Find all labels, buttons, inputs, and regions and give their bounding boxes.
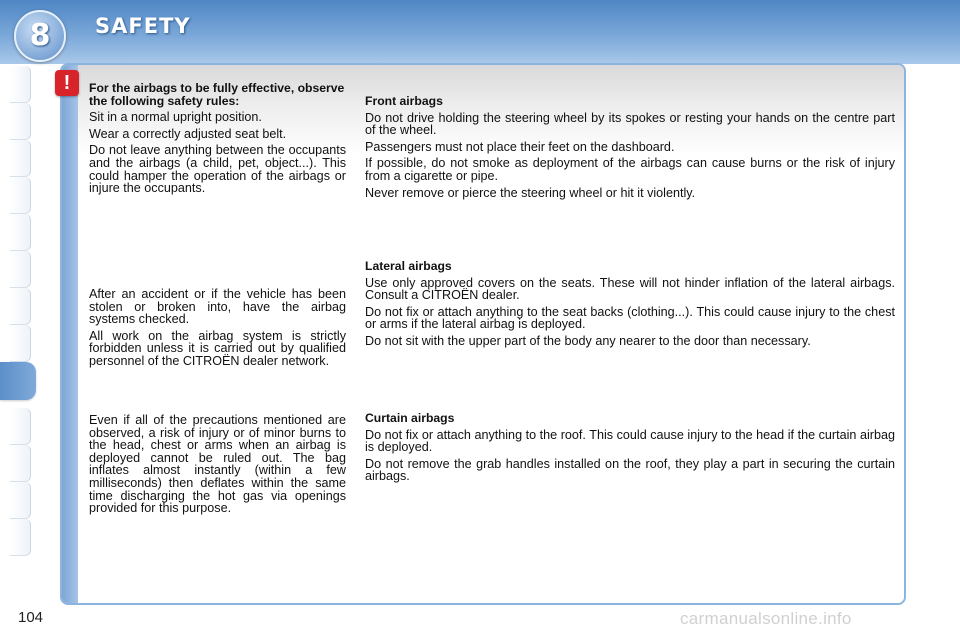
safety-rule: Sit in a normal upright position. bbox=[89, 110, 262, 125]
chapter-tab[interactable] bbox=[10, 325, 31, 362]
chapter-tab[interactable] bbox=[10, 66, 31, 103]
chapter-tab[interactable] bbox=[10, 288, 31, 325]
page-number: 104 bbox=[18, 609, 44, 626]
left-column-intro bbox=[89, 82, 346, 199]
curtain-airbags-paragraph: Do not remove the grab handles installed on the roof, they play a part in securing the curtain airbags. bbox=[365, 456, 895, 484]
accident-paragraph: All work on the airbag system is strictly forbidden unless it is carried out by qualified personnel of the CITROËN dealer network. bbox=[89, 328, 346, 368]
chapter-tab-active[interactable] bbox=[0, 362, 36, 400]
chapter-tab[interactable] bbox=[10, 140, 31, 177]
chapter-title: SAFETY bbox=[95, 14, 191, 38]
chapter-tab[interactable] bbox=[10, 177, 31, 214]
chapter-tab[interactable] bbox=[10, 251, 31, 288]
warning-icon bbox=[55, 70, 79, 96]
watermark-url: carmanualsonline.info bbox=[680, 609, 852, 628]
exclamation-glyph: ! bbox=[63, 72, 71, 94]
risk-paragraph: Even if all of the precautions mentioned are observed, a risk of injury or of minor burns to the head, chest or arms when an airbag is deployed cannot be ruled out. The bag inflates almost instantly (within a few milliseconds) then deflates within the same time discharging the hot gas via openings provided for this purpose. bbox=[89, 413, 346, 516]
front-airbags-paragraph: Passengers must not place their feet on the dashboard. bbox=[365, 139, 675, 154]
chapter-tab[interactable] bbox=[10, 482, 31, 519]
front-airbags-heading: Front airbags bbox=[365, 94, 443, 108]
panel-side-strip bbox=[62, 65, 78, 603]
left-column-accident bbox=[89, 288, 346, 372]
curtain-airbags-section bbox=[365, 412, 895, 487]
chapter-header-bar bbox=[0, 0, 960, 64]
accident-paragraph: After an accident or if the vehicle has been stolen or broken into, have the airbag systems checked. bbox=[89, 287, 346, 327]
front-airbags-paragraph: Do not drive holding the steering wheel by its spokes or resting your hands on the centre part of the wheel. bbox=[365, 110, 895, 138]
left-column-risk bbox=[89, 414, 346, 519]
lateral-airbags-paragraph: Do not fix or attach anything to the seat backs (clothing...). This could cause injury to the chest or arms if the lateral airbag is deployed. bbox=[365, 304, 895, 332]
chapter-tabs bbox=[0, 66, 33, 576]
lateral-airbags-paragraph: Do not sit with the upper part of the body any nearer to the door than necessary. bbox=[365, 333, 811, 348]
front-airbags-paragraph: Never remove or pierce the steering wheel or hit it violently. bbox=[365, 185, 696, 200]
lateral-airbags-section bbox=[365, 260, 895, 352]
chapter-tab[interactable] bbox=[10, 103, 31, 140]
lateral-airbags-heading: Lateral airbags bbox=[365, 259, 452, 273]
chapter-tab[interactable] bbox=[10, 214, 31, 251]
front-airbags-paragraph: If possible, do not smoke as deployment of the airbags can cause burns or the risk of injury from a cigarette or pipe. bbox=[365, 156, 895, 183]
chapter-number-badge bbox=[14, 10, 66, 62]
front-airbags-section bbox=[365, 95, 895, 203]
lateral-airbags-paragraph: Use only approved covers on the seats. These will not hinder inflation of the lateral airbags. Consult a CITROËN dealer. bbox=[365, 275, 895, 303]
curtain-airbags-heading: Curtain airbags bbox=[365, 411, 455, 425]
chapter-tab[interactable] bbox=[10, 519, 31, 556]
safety-rule: Do not leave anything between the occupants and the airbags (a child, pet, object...). This could hamper the operation of the airbags or injure the occupants. bbox=[89, 143, 346, 196]
chapter-tab[interactable] bbox=[10, 445, 31, 482]
curtain-airbags-paragraph: Do not fix or attach anything to the roof. This could cause injury to the head if the curtain airbag is deployed. bbox=[365, 427, 895, 455]
chapter-number: 8 bbox=[29, 18, 51, 53]
safety-rule: Wear a correctly adjusted seat belt. bbox=[89, 126, 287, 141]
safety-rules-heading: For the airbags to be fully effective, observe the following safety rules: bbox=[89, 81, 345, 108]
chapter-tab[interactable] bbox=[10, 408, 31, 445]
